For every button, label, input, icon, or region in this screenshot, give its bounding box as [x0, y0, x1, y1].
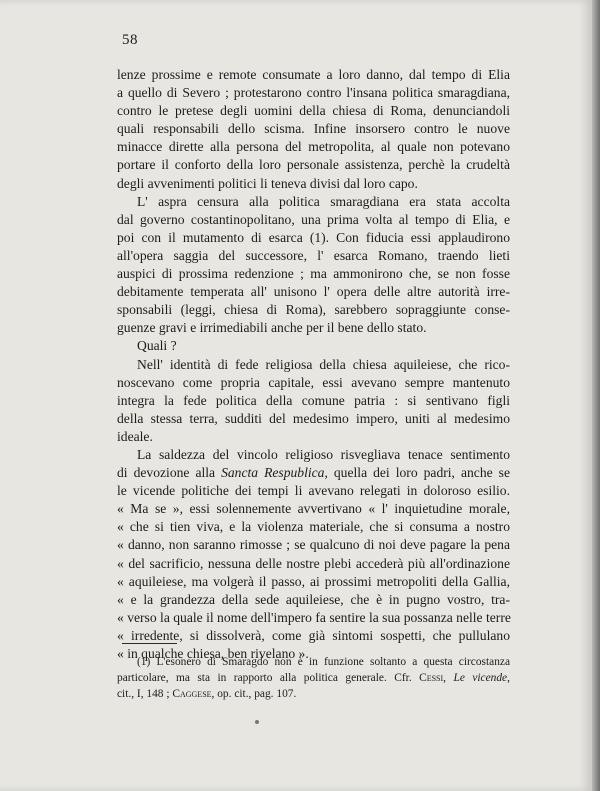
text-line: L' aspra censura alla politica smaragdiana era stata accolta: [137, 193, 510, 209]
text-line: all'opera saggia del successore, l' esarca Romano, traendo lieti: [117, 247, 510, 263]
text-line: « irredente, si dissolverà, come già sintomi sospetti, che pullulano: [117, 627, 510, 643]
author-name: Cessi: [419, 672, 444, 684]
text-line: « danno, non saranno rimosse ; se qualcuno di noi deve pagare la pena: [117, 537, 510, 553]
text-line: La saldezza del vincolo religioso risvegliava tenace sentimento: [137, 446, 510, 462]
text-line: « in qualche chiesa, ben rivelano ».: [117, 646, 309, 661]
text-line: lenze prossime e remote consumate a loro danno, dal tempo di Elia: [117, 67, 510, 82]
text-line: « e la grandezza della sede aquileiese, che è in pugno vostro, tra-: [117, 591, 510, 607]
body-text: [117, 66, 510, 663]
text-line: quali responsabili dello scisma. Infine insorsero contro le nuove: [117, 121, 510, 137]
author-name: Caggese: [172, 688, 212, 700]
text-line: degli avvenimenti politici li teneva divisi dal loro capo.: [117, 175, 418, 191]
footnote-line: particolare, ma sta in rapporto alla politica generale. Cfr. Cessi, Le vicende,: [117, 672, 510, 684]
text-line: « che si tien viva, e la violenza materiale, che si consuma a nostro: [117, 519, 510, 535]
text-line: « aquileiese, ma volgerà il passo, ai prossimi metropoliti della Gallia,: [117, 573, 510, 589]
text-line: Nell' identità di fede religiosa della chiesa aquileiese, che rico-: [137, 356, 510, 372]
text-line: integra la fede politica della comune patria : si sentivano figli: [117, 392, 510, 408]
text-line: « Ma se », essi solennemente avvertivano « l' inquietudine morale,: [117, 501, 510, 517]
text-line: minacce dirette alla persona del metropolita, al quale non potevano: [117, 139, 510, 155]
text-line: contro le pretese degli uomini della chiesa di Roma, denunciandoli: [117, 103, 510, 119]
text-line: guenze gravi e irrimediabili anche per il bene dello stato.: [117, 320, 427, 336]
text-line: Quali ?: [137, 338, 177, 354]
text-line: auspici di prossima redenzione ; ma ammonirono che, se non fosse: [117, 266, 510, 282]
text-line: debitamente temperata all' unisono l' opera delle altre autorità irre-: [117, 284, 510, 300]
italic-phrase: Sancta Respublica: [221, 465, 325, 481]
text-line: di devozione alla Sancta Respublica, quella dei loro padri, anche se: [117, 465, 510, 481]
footnote-divider: [122, 643, 177, 644]
text-line: « verso la quale il nome dell'impero fa sentire la sua possanza nelle terre: [117, 609, 511, 625]
footnote-line: (1) L'esonero di Smaragdo non è in funzione soltanto a questa circostanza: [137, 656, 510, 668]
text-line: le vicende politiche dei tempi li avevano relegati in doloroso esilio.: [117, 483, 510, 499]
text-line: poi con il mutamento di esarca (1). Con fiducia essi applaudirono: [117, 229, 510, 245]
text-line: portare il conforto della loro personale assistenza, perchè la crudeltà: [117, 157, 510, 173]
paper-speck: [255, 720, 259, 724]
page-edge-shadow: [592, 0, 600, 791]
text-line: a quello di Severo ; protestarono contro l'insana politica smaragdiana,: [117, 85, 510, 101]
text-line: ideale.: [117, 428, 153, 444]
italic-phrase: Le vicende: [453, 672, 508, 684]
page-number: 58: [122, 32, 138, 48]
text-line: « del sacrificio, nessuna delle nostre plebi accederà più all'ordinazione: [117, 555, 510, 571]
text-line: noscevano come propria capitale, essi avevano sempre mantenuto: [117, 374, 510, 390]
footnotes: [117, 654, 510, 702]
text-line: sponsabili (leggi, chiesa di Roma), sarebbero sopraggiunte conse-: [117, 302, 510, 318]
text-line: dal governo costantinopolitano, una prima volta al tempo di Elia, e: [117, 211, 510, 227]
text-line: della stessa terra, sudditi del medesimo impero, uniti al medesimo: [117, 410, 510, 426]
footnote-line: cit., I, 148 ; Caggese, op. cit., pag. 107.: [117, 688, 297, 700]
